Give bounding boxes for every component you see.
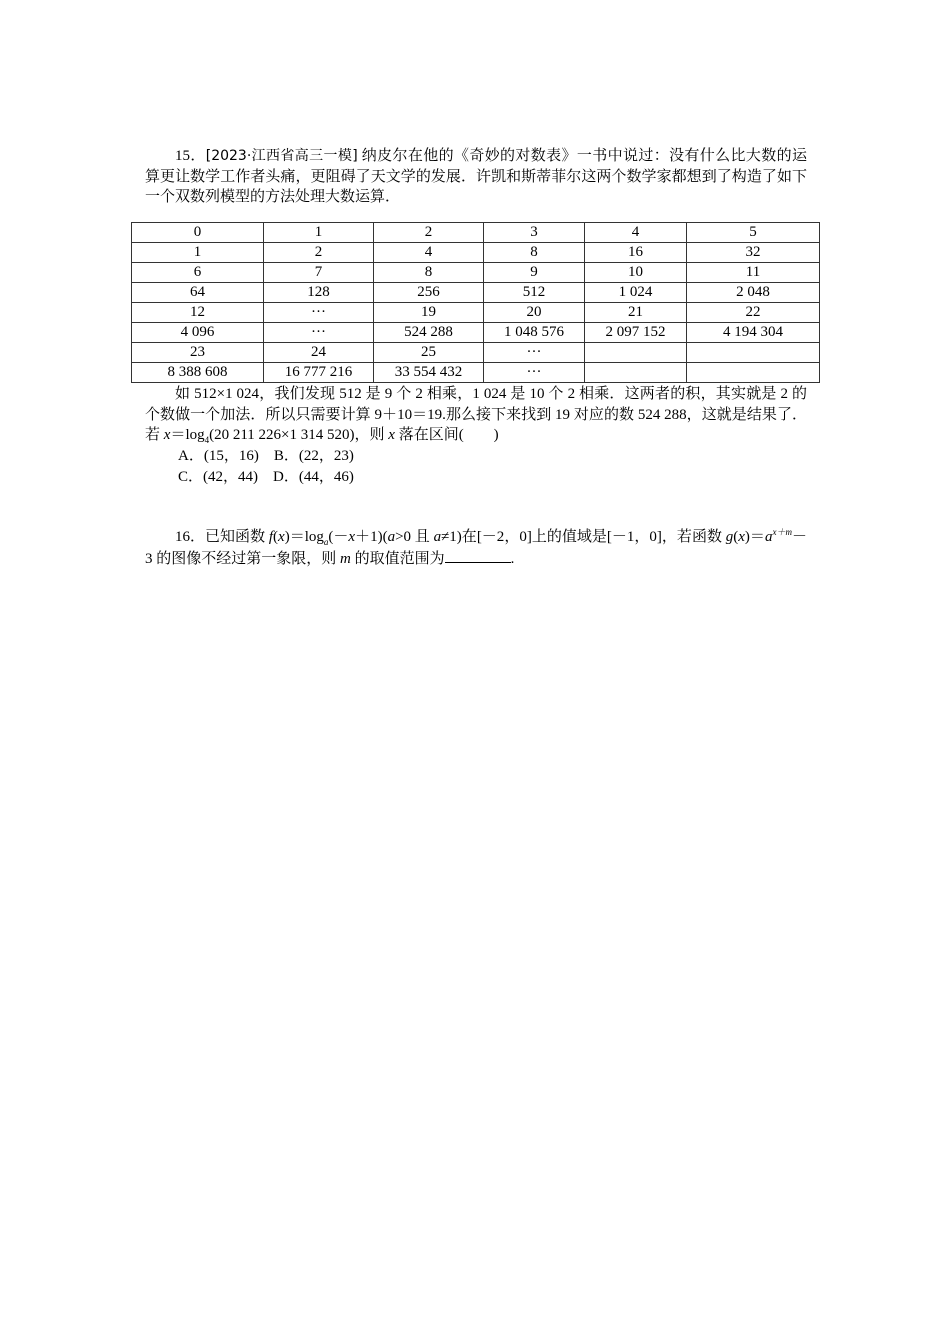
table-cell: 16 777 216 bbox=[264, 363, 374, 383]
q16-var-f: f bbox=[268, 529, 274, 545]
q16-var-x: x bbox=[348, 529, 356, 545]
q16-text bbox=[145, 527, 807, 569]
q15-var-x: x bbox=[163, 427, 171, 443]
q16-part: (－ bbox=[328, 529, 349, 545]
table-cell: 10 bbox=[585, 263, 687, 283]
q16-exponent: x＋m bbox=[772, 527, 792, 537]
table-cell: 12 bbox=[132, 303, 264, 323]
table-body bbox=[132, 223, 820, 383]
table-cell: 33 554 432 bbox=[374, 363, 484, 383]
q16-log-base: a bbox=[323, 537, 329, 547]
q16-part: ( bbox=[733, 529, 739, 545]
table-cell: 512 bbox=[484, 283, 585, 303]
double-sequence-table bbox=[131, 222, 820, 383]
q16-var-x: x bbox=[738, 529, 745, 545]
table-cell: ··· bbox=[264, 303, 374, 323]
table-cell: 2 bbox=[374, 223, 484, 243]
q16-answer-blank[interactable] bbox=[445, 548, 511, 563]
q16-part: －3 的图像不经过第一象限，则 bbox=[145, 529, 807, 567]
table-row bbox=[132, 223, 820, 243]
q16-var-a: a bbox=[433, 529, 442, 545]
table-cell: ··· bbox=[484, 363, 585, 383]
table-cell: 524 288 bbox=[374, 323, 484, 343]
table-row bbox=[132, 323, 820, 343]
table-cell: 25 bbox=[374, 343, 484, 363]
q15-intro-text: 纳皮尔在他的《奇妙的对数表》一书中说过：没有什么比大数的运算更让数学工作者头痛，更阻碍了天文学的发展．许凯和斯蒂菲尔这两个数学家都想到了构造了如下一个双数列模型的方法处理大数运算． bbox=[145, 148, 807, 205]
table-cell: 4 bbox=[374, 243, 484, 263]
q15-choices-cd: C．(42，44) D．(44，46) bbox=[178, 469, 354, 485]
table-cell: 2 097 152 bbox=[585, 323, 687, 343]
q16-part: ＋1)( bbox=[355, 529, 388, 545]
table-cell: 2 048 bbox=[687, 283, 820, 303]
table-cell: 16 bbox=[585, 243, 687, 263]
table-row bbox=[132, 363, 820, 383]
table-cell: 11 bbox=[687, 263, 820, 283]
table-cell bbox=[585, 343, 687, 363]
table-cell: ··· bbox=[264, 323, 374, 343]
table-cell: 1 048 576 bbox=[484, 323, 585, 343]
table-cell: 21 bbox=[585, 303, 687, 323]
table-cell: 8 bbox=[484, 243, 585, 263]
table-cell: 4 096 bbox=[132, 323, 264, 343]
q16-var-a: a bbox=[387, 529, 396, 545]
q15-explanation-part-1: 如 512×1 024，我们发现 512 是 9 个 2 相乘，1 024 是 10 个 2 相乘．这两者的积，其实就是 2 的个数做一个加法．所以只需要计算 9＋10＝19.那么接下来找到 19 对应的数 524 288，这就是结果了．若 bbox=[145, 386, 807, 443]
table-row bbox=[132, 263, 820, 283]
table-cell: 9 bbox=[484, 263, 585, 283]
q16-part: )＝ bbox=[744, 529, 765, 545]
q16-part: 的取值范围为 bbox=[350, 550, 445, 567]
table-cell: 5 bbox=[687, 223, 820, 243]
table-cell: 22 bbox=[687, 303, 820, 323]
table-cell: 64 bbox=[132, 283, 264, 303]
q16-var-g: g bbox=[725, 529, 734, 545]
table-row bbox=[132, 303, 820, 323]
q15-log-eq: ＝log bbox=[170, 427, 205, 443]
table-cell: 0 bbox=[132, 223, 264, 243]
q15-choices-ab: A．(15，16) B．(22，23) bbox=[178, 448, 354, 464]
table-cell: 4 194 304 bbox=[687, 323, 820, 343]
table-cell: 7 bbox=[264, 263, 374, 283]
table-cell: 1 bbox=[132, 243, 264, 263]
table-cell: 20 bbox=[484, 303, 585, 323]
q16-part: 已知函数 bbox=[205, 529, 269, 545]
table-cell: 6 bbox=[132, 263, 264, 283]
table-cell: 8 388 608 bbox=[132, 363, 264, 383]
table-cell bbox=[687, 363, 820, 383]
q15-intro bbox=[145, 146, 807, 208]
q16-part: . bbox=[510, 550, 515, 567]
table-row bbox=[132, 343, 820, 363]
table-cell: 8 bbox=[374, 263, 484, 283]
q15-explanation-part-3: 落在区间( ) bbox=[394, 427, 499, 443]
q15-log-base: 4 bbox=[204, 435, 210, 445]
q16-part: ≠1)在[－2，0]上的值域是[－1，0]，若函数 bbox=[441, 529, 726, 545]
table-cell: 256 bbox=[374, 283, 484, 303]
table-row bbox=[132, 243, 820, 263]
q15-var-x-2: x bbox=[388, 427, 395, 443]
table-cell: 128 bbox=[264, 283, 374, 303]
table-cell: 32 bbox=[687, 243, 820, 263]
table-cell: 4 bbox=[585, 223, 687, 243]
q16-var-x: x bbox=[278, 529, 285, 545]
q16-number: 16． bbox=[175, 529, 206, 545]
table-cell: 24 bbox=[264, 343, 374, 363]
table-cell bbox=[585, 363, 687, 383]
table-cell: ··· bbox=[484, 343, 585, 363]
q16-var-m: m bbox=[340, 550, 351, 567]
table-cell: 3 bbox=[484, 223, 585, 243]
q15-explanation bbox=[145, 384, 807, 446]
table-row bbox=[132, 283, 820, 303]
table-cell: 1 024 bbox=[585, 283, 687, 303]
q15-number: 15． bbox=[175, 148, 206, 164]
q16-var-a: a bbox=[764, 529, 773, 545]
q16-part: ( bbox=[273, 529, 279, 545]
table-cell bbox=[687, 343, 820, 363]
q16-part: )＝log bbox=[284, 529, 324, 545]
q15-explanation-part-2: (20 211 226×1 314 520)，则 bbox=[209, 427, 389, 443]
table-cell: 23 bbox=[132, 343, 264, 363]
table-cell: 2 bbox=[264, 243, 374, 263]
q16-part: >0 且 bbox=[395, 529, 434, 545]
table-cell: 1 bbox=[264, 223, 374, 243]
q15-source: [2023·江西省高三一模] bbox=[205, 148, 358, 164]
table-cell: 19 bbox=[374, 303, 484, 323]
